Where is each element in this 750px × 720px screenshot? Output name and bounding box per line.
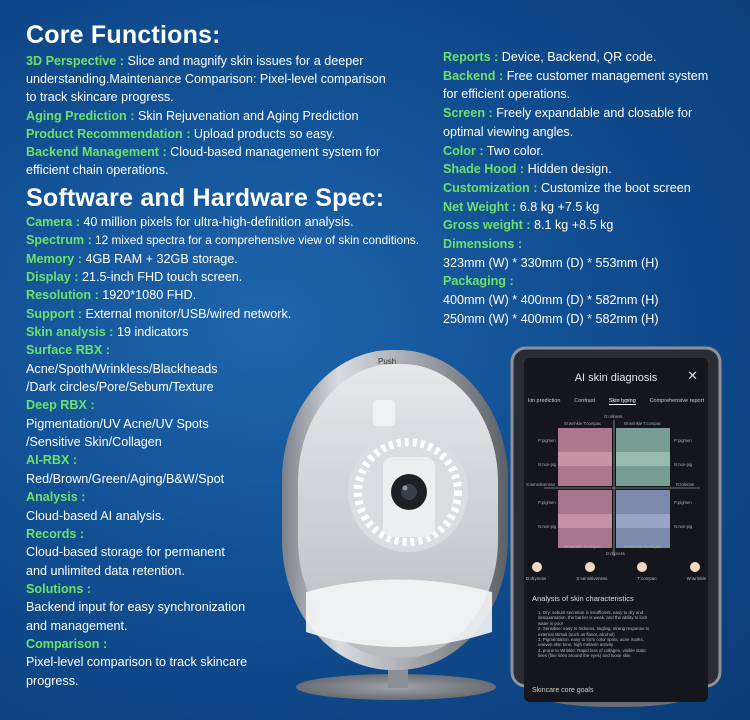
- analysis-list-line: water is poor: [538, 620, 564, 626]
- solutions-value-1: Backend input for easy synchronization: [26, 600, 246, 615]
- backend-mgmt-value-2: efficient chain operations.: [26, 163, 169, 178]
- perspective-key: 3D Perspective :: [26, 54, 125, 68]
- perspective-value-2: understanding.Maintenance Comparison: Pixel-level comparison: [26, 72, 386, 87]
- skin-type-dot-labels: [526, 576, 706, 581]
- right-spec-list: [443, 48, 743, 329]
- dimensions-key: Dimensions :: [443, 237, 523, 252]
- perspective-value: Slice and magnify skin issues for a deeper: [124, 54, 364, 68]
- records-value-1: Cloud-based storage for permanent: [26, 545, 225, 560]
- deep-value-2: /Sensitive Skin/Collagen: [26, 435, 162, 450]
- backend-value: Free customer management system: [503, 68, 709, 83]
- device-illustration: [278, 342, 523, 712]
- aging-key: Aging Prediction :: [26, 108, 135, 123]
- memory-value: 4GB RAM + 32GB storage.: [81, 251, 238, 266]
- perspective-value-3: to track skincare progress.: [26, 90, 174, 105]
- packaging-key: Packaging :: [443, 274, 514, 289]
- deep-value-1: Pigmentation/UV Acne/UV Spots: [26, 416, 209, 431]
- records-value-2: and unlimited data retention.: [26, 563, 185, 578]
- dot-dryness[interactable]: [532, 562, 542, 572]
- analysis-list-line: lines (fine lines around the eyes) and loose skin: [538, 653, 631, 659]
- display-line: [26, 268, 446, 286]
- net-weight-line: [443, 198, 743, 217]
- solutions-value-2: and management.: [26, 618, 128, 633]
- analysis-list-line: desquamation, the barrier is weak, and the ability to lock: [538, 615, 648, 621]
- tablet-tabs: [528, 398, 704, 405]
- grid-label-oiliness: O:oiliness: [604, 414, 623, 419]
- grid-label-pig-right-2: P:pigmen: [674, 500, 692, 505]
- analysis-list-line: 2. Sensitive: easy to redness, tingling, strong response to: [538, 626, 650, 632]
- memory-line: [26, 250, 446, 268]
- dot-label-wrinkle: W:wrinkle: [686, 576, 706, 581]
- grid-label-non-right: N:non-pig: [674, 462, 693, 467]
- spectrum-key: Spectrum :: [26, 233, 92, 248]
- records-key: Records :: [26, 526, 85, 541]
- spectrum-value: 12 mixed spectra for a comprehensive view of skin conditions.: [91, 233, 419, 248]
- product-line: [26, 125, 426, 143]
- packaging-value-1: 400mm (W) * 400mm (D) * 582mm (H): [443, 293, 659, 308]
- screen-value-2: optimal viewing angles.: [443, 124, 574, 139]
- screen-value: Freely expandable and closable for: [492, 106, 693, 121]
- shade-hood-value: Hidden design.: [524, 162, 612, 177]
- tablet-display: [510, 346, 722, 714]
- skin-analysis-line: [26, 323, 446, 341]
- dot-sensitiveness[interactable]: [585, 562, 595, 572]
- reports-value: Device, Backend, QR code.: [498, 50, 657, 64]
- tab-contrast[interactable]: Contrast: [574, 398, 596, 404]
- analysis-list-line: uneven skin tone, high melanin activity: [538, 642, 614, 648]
- grid-label-top-left: W:wrinkle T:compac: [564, 421, 602, 426]
- gross-weight-line: [443, 216, 743, 235]
- comparison-key: Comparison :: [26, 636, 108, 651]
- backend-line: [443, 67, 743, 86]
- dimensions-value: 323mm (W) * 330mm (D) * 553mm (H): [443, 255, 659, 270]
- tablet-screen: [524, 358, 708, 702]
- ai-rbx-value: Red/Brown/Green/Aging/B&W/Spot: [26, 471, 225, 486]
- aging-line: [26, 107, 426, 125]
- backend-mgmt-key: Backend Management :: [26, 145, 167, 160]
- analysis-list-line: external stimuli (such as flavor, alcohol): [538, 631, 615, 637]
- tablet-title: AI skin diagnosis: [574, 372, 658, 384]
- skincare-goals-heading: Skincare core goals: [532, 687, 594, 694]
- comparison-value-1: Pixel-level comparison to track skincare: [26, 655, 248, 670]
- analysis-list: [538, 610, 702, 659]
- dot-label-sensitiveness: S:sensitiveness: [576, 576, 608, 581]
- analysis-value: Cloud-based AI analysis.: [26, 508, 165, 523]
- dot-compac[interactable]: [637, 562, 647, 572]
- shade-hood-key: Shade Hood :: [443, 162, 525, 177]
- analysis-key: Analysis :: [26, 490, 86, 505]
- perspective-line: [26, 52, 426, 70]
- comparison-value-2: progress.: [26, 673, 79, 688]
- skin-type-dots: [532, 562, 700, 572]
- spectrum-line: [26, 231, 446, 249]
- surface-key: Surface RBX :: [26, 343, 110, 358]
- support-key: Support :: [26, 306, 82, 321]
- grid-label-pig-left: P:pigmen: [538, 438, 556, 443]
- analysis-list-line: 1. Dry: sebum secretion is insufficient, easy to dry and: [538, 610, 644, 615]
- ai-rbx-key: AI-RBX :: [26, 453, 78, 468]
- backend-key: Backend :: [443, 68, 504, 83]
- customization-line: [443, 179, 743, 198]
- grid-label-bottom-right: W:wrinkle T:compac: [624, 544, 662, 549]
- spec-heading: Software and Hardware Spec:: [26, 184, 385, 212]
- skin-analysis-value: 19 indicators: [113, 325, 189, 340]
- skin-typing-grid: [524, 410, 708, 570]
- surface-value-2: /Dark circles/Pore/Sebum/Texture: [26, 380, 214, 395]
- tab-skin-typing[interactable]: Skin typing: [608, 398, 636, 404]
- core-functions-list: [26, 52, 426, 179]
- tab-comprehensive-report[interactable]: Comprehensive report: [649, 398, 704, 404]
- tab-skin-prediction[interactable]: kin prediction: [528, 398, 561, 404]
- grid-label-bottom-left: W:wrinkle T:compac: [564, 544, 602, 549]
- forehead-rest: [373, 400, 395, 426]
- grid-label-tolerate: R:tolerate: [676, 482, 695, 487]
- close-icon[interactable]: ✕: [687, 368, 698, 383]
- dot-wrinkle[interactable]: [690, 562, 700, 572]
- support-line: [26, 305, 446, 323]
- gross-weight-value: 8.1 kg +8.5 kg: [530, 218, 614, 233]
- memory-key: Memory :: [26, 251, 82, 266]
- dot-label-compac: T:compac: [637, 576, 657, 581]
- grid-label-pig-right: P:pigmen: [674, 438, 692, 443]
- device-brand: Push: [378, 357, 397, 366]
- camera-key: Camera :: [26, 215, 80, 229]
- net-weight-value: 6.8 kg +7.5 kg: [516, 199, 600, 214]
- camera-line: [26, 213, 446, 231]
- gross-weight-key: Gross weight :: [443, 218, 531, 233]
- shade-hood-line: [443, 160, 743, 179]
- screen-line: [443, 104, 743, 123]
- customization-value: Customize the boot screen: [537, 180, 691, 195]
- aging-value: Skin Rejuvenation and Aging Prediction: [134, 108, 359, 123]
- resolution-key: Resolution :: [26, 288, 99, 303]
- grid-label-dryness: D:dryness: [606, 551, 625, 556]
- backend-mgmt-value: Cloud-based management system for: [166, 145, 381, 160]
- resolution-line: [26, 286, 446, 304]
- analysis-list-line: 4. prone to Wrinkle: Rapid loss of collagen, visible static: [538, 647, 647, 653]
- skin-analysis-key: Skin analysis :: [26, 325, 114, 340]
- product-value: Upload products so easy.: [190, 126, 336, 141]
- screen-key: Screen :: [443, 106, 493, 121]
- grid-label-top-right: W:wrinkle T:compac: [624, 421, 662, 426]
- grid-label-non-right-2: N:non-pig: [674, 524, 693, 529]
- color-key: Color :: [443, 143, 484, 158]
- camera-value: 40 million pixels for ultra-high-definition analysis.: [79, 215, 354, 229]
- net-weight-key: Net Weight :: [443, 199, 517, 214]
- backend-mgmt-line: [26, 143, 426, 161]
- packaging-value-2: 250mm (W) * 400mm (D) * 582mm (H): [443, 311, 659, 326]
- grid-label-non-left-2: N:non-pig: [538, 524, 557, 529]
- grid-label-sensitive: S:sensitiveness: [526, 482, 556, 487]
- deep-key: Deep RBX :: [26, 398, 95, 413]
- support-value: External monitor/USB/wired network.: [81, 306, 292, 321]
- color-line: [443, 142, 743, 161]
- color-value: Two color.: [483, 143, 544, 158]
- resolution-value: 1920*1080 FHD.: [98, 288, 197, 303]
- core-functions-heading: Core Functions:: [26, 21, 221, 49]
- customization-key: Customization :: [443, 180, 538, 195]
- display-key: Display :: [26, 270, 79, 285]
- grid-label-pig-left-2: P:pigmen: [538, 500, 556, 505]
- surface-value-1: Acne/Spoth/Wrinkless/Blackheads: [26, 361, 218, 376]
- grid-label-non-left: N:non-pig: [538, 462, 557, 467]
- analysis-list-line: 3. Pigmentation: easy to form color spots, acne marks,: [538, 637, 644, 643]
- analysis-section-title: Analysis of skin characteristics: [532, 594, 634, 603]
- skin-analyzer-device: [278, 342, 523, 712]
- dot-label-dryness: D:dryness: [526, 576, 547, 581]
- reports-key: Reports :: [443, 50, 499, 64]
- backend-value-2: for efficient operations.: [443, 87, 571, 102]
- reports-line: [443, 48, 743, 67]
- display-value: 21.5-inch FHD touch screen.: [78, 270, 243, 285]
- solutions-key: Solutions :: [26, 581, 92, 596]
- product-key: Product Recommendation :: [26, 126, 191, 141]
